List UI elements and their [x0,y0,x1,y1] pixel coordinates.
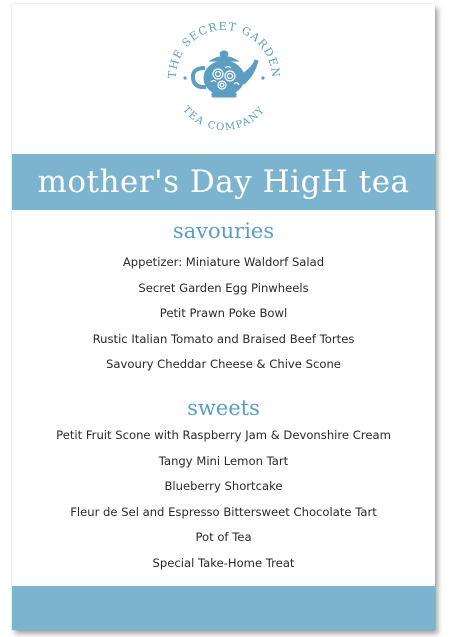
sweets-list [12,423,435,576]
list-item: Secret Garden Egg Pinwheels [138,280,309,295]
list-item: Fleur de Sel and Espresso Bittersweet Chocolate Tart [70,504,377,519]
sweets-heading: sweets [187,396,260,420]
logo-arc-top: THE SECRET GARDEN [165,19,283,79]
list-item: Petit Fruit Scone with Raspberry Jam & Devonshire Cream [56,428,391,442]
savouries-heading: savouries [172,219,275,243]
list-item: Blueberry Shortcake [164,479,283,493]
logo-dot-left [183,76,186,79]
list-item: Savoury Cheddar Cheese & Chive Scone [106,357,341,371]
list-item: Rustic Italian Tomato and Braised Beef Tortes [92,331,355,346]
list-item: Pot of Tea [195,530,252,544]
list-item: Appetizer: Miniature Waldorf Salad [122,255,325,269]
secret-garden-logo [162,16,286,140]
savouries-list [12,250,435,378]
footer-bar [12,586,435,630]
list-item: Special Take-Home Treat [152,555,295,570]
title-banner [12,154,435,210]
list-item: Petit Prawn Poke Bowl [159,306,288,320]
logo-dot-right [261,76,264,79]
menu-card [12,4,435,630]
logo-arc-bottom: TEA COMPANY [180,104,268,134]
teapot-icon [193,51,258,97]
menu-title: mother's Day HigH tea [37,164,410,200]
list-item: Tangy Mini Lemon Tart [158,453,289,468]
